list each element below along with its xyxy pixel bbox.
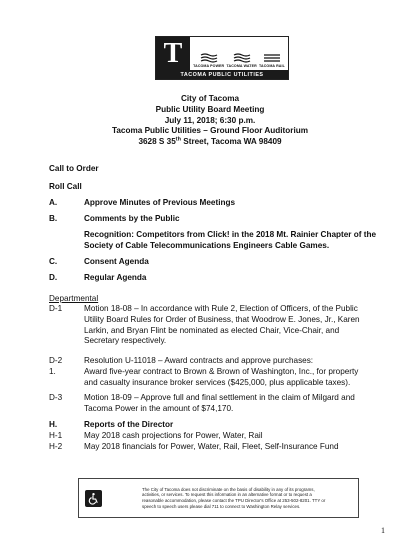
power-wave-icon [200,52,218,64]
d3-text: Motion 18-09 – Approve full and final settlement in the claim of Milgard and Tacoma Power in the amount of $74,170. [84,393,355,413]
meeting-header [0,94,420,148]
departmental-heading: Departmental [49,294,99,303]
recognition-line: Recognition: Competitors from Click! in the 2018 Mt. Rainier Chapter of the [84,230,377,239]
item-h-letter: H. [49,420,58,429]
item-a-letter: A. [49,198,58,207]
recognition [84,230,376,252]
item-b-text: Comments by the Public [84,214,180,223]
d2-item-text: Award five-year contract to Brown & Brown of Washington, Inc., for property and casualty insurance broker services ($425,000, plus applicable taxes). [84,367,359,387]
item-a-text: Approve Minutes of Previous Meetings [84,198,236,207]
h2-text: May 2018 financials for Power, Water, Rail, Fleet, Self-Insurance Fund [84,442,339,451]
item-b-letter: B. [49,214,58,223]
h1-text: May 2018 cash projections for Power, Water, Rail [84,431,263,440]
logo-service-rail [259,52,285,68]
wheelchair-accessibility-icon [85,490,102,507]
header-address: 3628 S 35th Street, Tacoma WA 98409 [138,136,282,147]
water-wave-icon [233,52,251,64]
notice-text: The City of Tacoma does not discriminate on the basis of disability in any of its programs, activities, or services. To request this information in an alternative format or to request a reasonable accommodation, please contact the TPU Director's Office at 253-502-8201. TTY or speech to speech users please dial 711 to connect to Washington Relay services. [142,486,326,509]
d1-text: Motion 18-08 – In accordance with Rule 2, Election of Officers, of the Public Utility Board Rules for Order of Business, that Woodrow E. Jones, Jr., Karen Larkin, and Bryan Flint be nominated as elected Chair, Vice-Chair, and Secretary respectively. [84,304,360,346]
tpu-logo [155,36,289,80]
logo-name: TACOMA PUBLIC UTILITIES [156,70,288,79]
logo-service-label: TACOMA WATER [226,64,257,68]
d2-number: D-2 [49,356,63,365]
recognition-line: Society of Cable Telecommunications Engineers Cable Games. [84,240,330,250]
item-c-letter: C. [49,257,58,266]
header-city: City of Tacoma [180,94,240,103]
logo-service-power [193,52,224,68]
roll-call: Roll Call [49,182,82,191]
item-d-letter: D. [49,273,58,282]
logo-service-label: TACOMA POWER [193,64,225,68]
d2-text: Resolution U-11018 – Award contracts and approve purchases: [84,356,314,365]
header-meeting: Public Utility Board Meeting [155,104,265,114]
accessibility-notice [78,478,359,518]
page-number: 1 [381,526,385,535]
item-c-text: Consent Agenda [84,257,149,266]
logo-letter: T [156,37,190,70]
d1-number: D-1 [49,304,63,313]
h2-number: H-2 [49,442,63,451]
h1-number: H-1 [49,431,63,440]
d2-item-number: 1. [49,367,56,376]
header-date: July 11, 2018; 6:30 p.m. [164,115,256,125]
logo-service-water [227,52,257,68]
rail-lines-icon [263,52,281,64]
d3-number: D-3 [49,393,63,402]
item-d-text: Regular Agenda [84,273,147,282]
logo-service-label: TACOMA RAIL [259,64,285,68]
item-h-text: Reports of the Director [84,420,174,429]
header-location: Tacoma Public Utilities – Ground Floor Auditorium [111,126,309,136]
call-to-order: Call to Order [49,164,99,173]
